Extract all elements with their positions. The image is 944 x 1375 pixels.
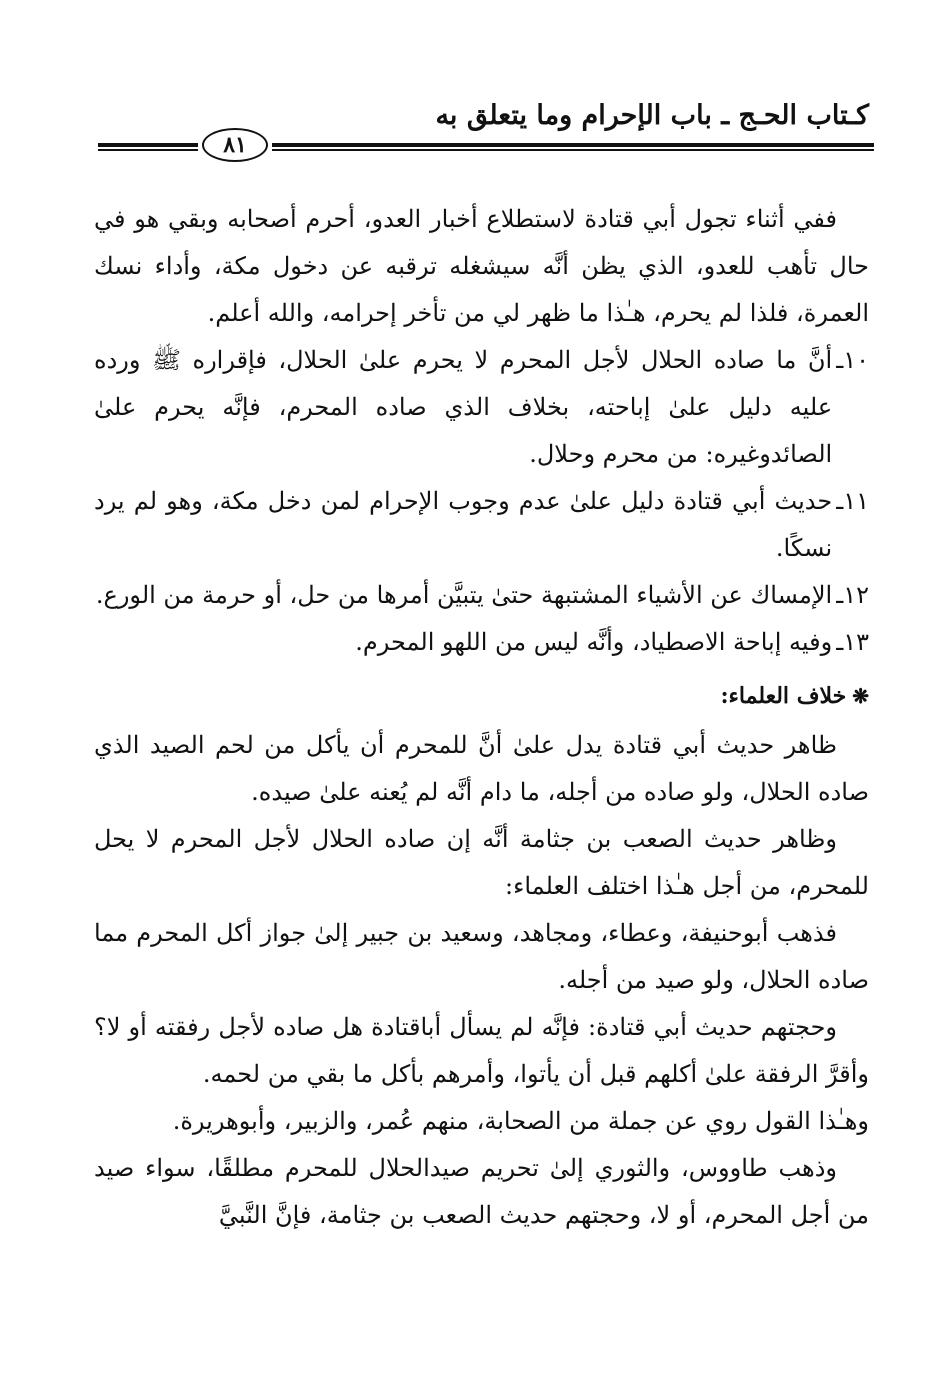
section-title: خلاف العلماء: (720, 683, 847, 709)
body-paragraph: وظاهر حديث الصعب بن جثامة أنَّه إن صاده الحلال لأجل المحرم لا يحل للمحرم، من أجل هـٰذا اختلف العلماء: (94, 825, 869, 900)
item-text: حديث أبي قتادة دليل علىٰ عدم وجوب الإحرام لمن دخل مكة، وهو لم يرد نسكًا. (94, 487, 833, 562)
item-number: ١٢ـ (836, 581, 869, 609)
body-paragraph: وحجتهم حديث أبي قتادة: فإنَّه لم يسأل أباقتادة هل صاده لأجل رفقته أو لا؟ وأقرَّ الرفقة علىٰ أكلهم قبل أن يأتوا، وأمرهم بأكل ما بقي من لحمه. (94, 1013, 869, 1088)
page-number: ٨١ (223, 132, 247, 158)
item-number: ١١ـ (836, 487, 869, 515)
header-rule-right (272, 143, 874, 151)
numbered-item-12 (94, 572, 869, 619)
body-paragraph: وهـٰذا القول روي عن جملة من الصحابة، منهم عُمر، والزبير، وأبوهريرة. (172, 1107, 869, 1135)
intro-paragraph: ففي أثناء تجول أبي قتادة لاستطلاع أخبار العدو، أحرم أصحابه وبقي هو في حال تأهب للعدو، الذي يظن أنَّه سيشغله ترقبه عن دخول مكة، وأداء نسك العمرة، فلذا لم يحرم، هـٰذا ما ظهر لي من تأخر إحرامه، والله أعلم. (94, 205, 869, 327)
body-paragraph: ظاهر حديث أبي قتادة يدل علىٰ أنَّ للمحرم أن يأكل من لحم الصيد الذي صاده الحلال، ولو صاده من أجله، ما دام أنَّه لم يُعنه علىٰ صيده. (94, 731, 869, 806)
item-text: الإمساك عن الأشياء المشتبهة حتىٰ يتبيَّن أمرها من حل، أو حرمة من الورع. (95, 581, 833, 609)
numbered-item-10 (94, 337, 869, 478)
item-number: ١٠ـ (836, 346, 869, 374)
numbered-item-13 (94, 619, 869, 666)
item-text: أنَّ ما صاده الحلال لأجل المحرم لا يحرم علىٰ الحلال، فإقراره ﷺ ورده عليه دليل علىٰ إباحته، بخلاف الذي صاده المحرم، فإنَّه يحرم علىٰ الصائدوغيره: من محرم وحلال. (94, 346, 833, 468)
body-paragraph: وذهب طاووس، والثوري إلىٰ تحريم صيدالحلال للمحرم مطلقًا، سواء صيد من أجل المحرم، أو لا، وحجتهم حديث الصعب بن جثامة، فإنَّ النَّبيَّ (94, 1154, 869, 1229)
header-rule-left (98, 143, 198, 151)
section-heading (94, 670, 869, 722)
star-icon: ❋ (852, 684, 869, 708)
page-content (94, 196, 869, 1239)
numbered-item-11 (94, 478, 869, 572)
item-number: ١٣ـ (836, 628, 869, 656)
page-number-badge (202, 128, 268, 162)
item-text: وفيه إباحة الاصطياد، وأنَّه ليس من اللهو المحرم. (355, 628, 833, 656)
body-paragraph: فذهب أبوحنيفة، وعطاء، ومجاهد، وسعيد بن جبير إلىٰ جواز أكل المحرم مما صاده الحلال، ولو صيد من أجله. (94, 919, 869, 994)
running-header-title: كـتاب الحـج ـ باب الإحرام وما يتعلق به (435, 100, 869, 131)
